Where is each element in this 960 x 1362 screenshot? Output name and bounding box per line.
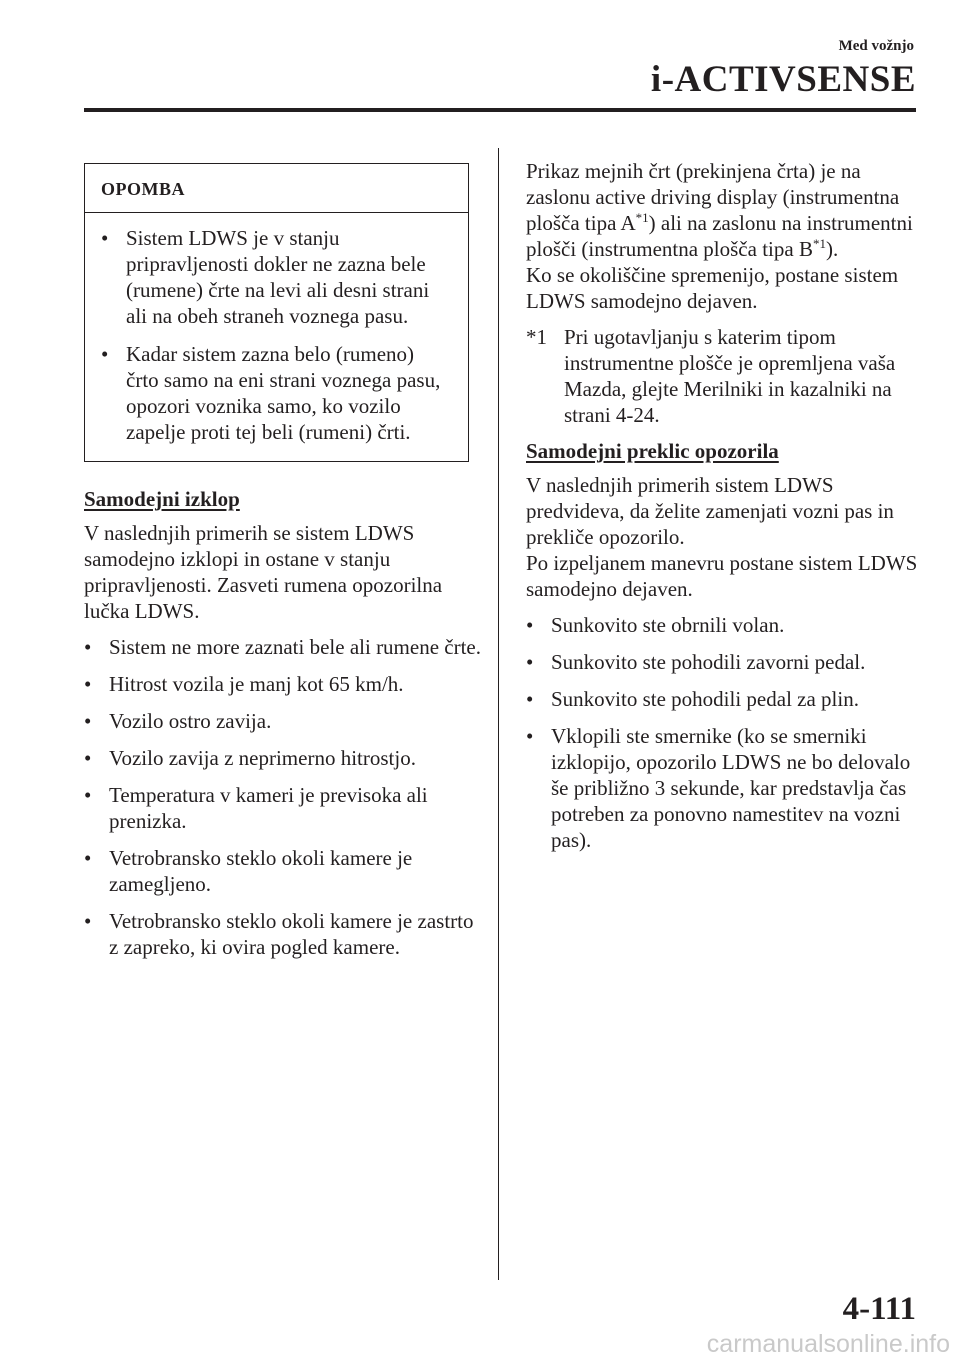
- note-title: OPOMBA: [85, 164, 468, 213]
- text-run: Po izpeljanem manevru postane sistem LDWS samodejno dejaven.: [526, 551, 918, 601]
- bullet-icon: •: [526, 724, 534, 748]
- list-item: [84, 671, 484, 697]
- section-label: Med vožnjo: [838, 38, 914, 54]
- bullet-icon: •: [84, 672, 92, 696]
- list-item-text: Sunkovito ste pohodili pedal za plin.: [551, 687, 859, 711]
- paragraph: [526, 472, 926, 602]
- footnote-ref: *1: [635, 210, 649, 225]
- bullet-icon: •: [526, 687, 534, 711]
- list-item: [84, 845, 484, 897]
- note-item: [101, 225, 450, 329]
- list-item: [526, 686, 926, 712]
- bullet-icon: •: [84, 846, 92, 870]
- list-item-text: Sunkovito ste pohodili zavorni pedal.: [551, 650, 866, 674]
- note-item-text: Kadar sistem zazna belo (rumeno) črto samo na eni strani voznega pasu, opozori voznika samo, ko vozilo zapelje proti tej beli (rumeni) črti.: [126, 342, 441, 444]
- list-item: [84, 634, 484, 660]
- condition-list: [84, 634, 484, 960]
- list-item: [526, 723, 926, 853]
- header-rule: [84, 108, 916, 112]
- text-run: Prikaz mejnih črt (prekinjena črta) je na zaslonu active driving display (instrumentna plošča tipa A: [526, 159, 900, 235]
- list-item-text: Sunkovito ste obrnili volan.: [551, 613, 785, 637]
- footnote-ref: *1: [812, 236, 826, 251]
- bullet-icon: •: [526, 613, 534, 637]
- note-item-text: Sistem LDWS je v stanju pripravljenosti dokler ne zazna bele (rumene) črte na levi ali desni strani ali na obeh straneh voznega pasu.: [126, 226, 430, 328]
- list-item-text: Vozilo zavija z neprimerno hitrostjo.: [109, 746, 416, 770]
- footnote-mark: *1: [526, 325, 547, 349]
- list-item-text: Hitrost vozila je manj kot 65 km/h.: [109, 672, 404, 696]
- page-number: 4-111: [842, 1291, 916, 1327]
- footnote: [526, 324, 926, 428]
- text-run: Ko se okoliščine spremenijo, postane sistem LDWS samodejno dejaven.: [526, 263, 899, 313]
- note-box: [84, 163, 469, 462]
- text-run: V naslednjih primerih sistem LDWS predvideva, da želite zamenjati vozni pas in prekliče opozorilo.: [526, 473, 894, 549]
- list-item: [84, 745, 484, 771]
- bullet-icon: •: [84, 783, 92, 807]
- bullet-icon: •: [84, 909, 92, 933]
- text-run: ).: [825, 237, 839, 261]
- list-item-text: Temperatura v kameri je previsoka ali prenizka.: [109, 783, 428, 833]
- note-body: [85, 213, 468, 461]
- section-heading-auto-off: Samodejni izklop: [84, 487, 240, 511]
- list-item-text: Sistem ne more zaznati bele ali rumene črte.: [109, 635, 482, 659]
- bullet-icon: •: [526, 650, 534, 674]
- list-item-text: Vetrobransko steklo okoli kamere je zastrto z zapreko, ki ovira pogled kamere.: [109, 909, 474, 959]
- bullet-icon: •: [84, 709, 92, 733]
- bullet-icon: •: [84, 746, 92, 770]
- column-divider: [498, 148, 499, 1280]
- bullet-icon: •: [101, 226, 109, 250]
- chapter-title: i-ACTIVSENSE: [650, 59, 916, 100]
- list-item-text: Vklopili ste smernike (ko se smerniki izklopijo, opozorilo LDWS ne bo delovalo še približno 3 sekunde, kar predstavlja čas potreben za ponovno namestitev na vozni pas).: [551, 724, 911, 852]
- paragraph: V naslednjih primerih se sistem LDWS samodejno izklopi in ostane v stanju pripravljenosti. Zasveti rumena opozorilna lučka LDWS.: [84, 521, 443, 623]
- left-column: [84, 163, 484, 971]
- list-item: [526, 649, 926, 675]
- list-item: [84, 908, 484, 960]
- paragraph-display: [526, 158, 926, 314]
- list-item: [526, 612, 926, 638]
- watermark: carmanualsonline.info: [706, 1330, 950, 1358]
- section-heading-cancel: Samodejni preklic opozorila: [526, 439, 779, 463]
- bullet-icon: •: [101, 342, 109, 366]
- list-item: [84, 708, 484, 734]
- footnote-text: Pri ugotavljanju s katerim tipom instrumentne plošče je opremljena vaša Mazda, glejte Merilniki in kazalniki na strani 4-24.: [564, 325, 896, 427]
- bullet-icon: •: [84, 635, 92, 659]
- list-item: [84, 782, 484, 834]
- cancel-list: [526, 612, 926, 853]
- list-item-text: Vozilo ostro zavija.: [109, 709, 272, 733]
- text-run: ) ali na zaslonu na instrumentni plošči (instrumentna plošča tipa B: [526, 211, 913, 261]
- list-item-text: Vetrobransko steklo okoli kamere je zamegljeno.: [109, 846, 413, 896]
- right-column: [526, 158, 926, 864]
- note-item: [101, 341, 450, 445]
